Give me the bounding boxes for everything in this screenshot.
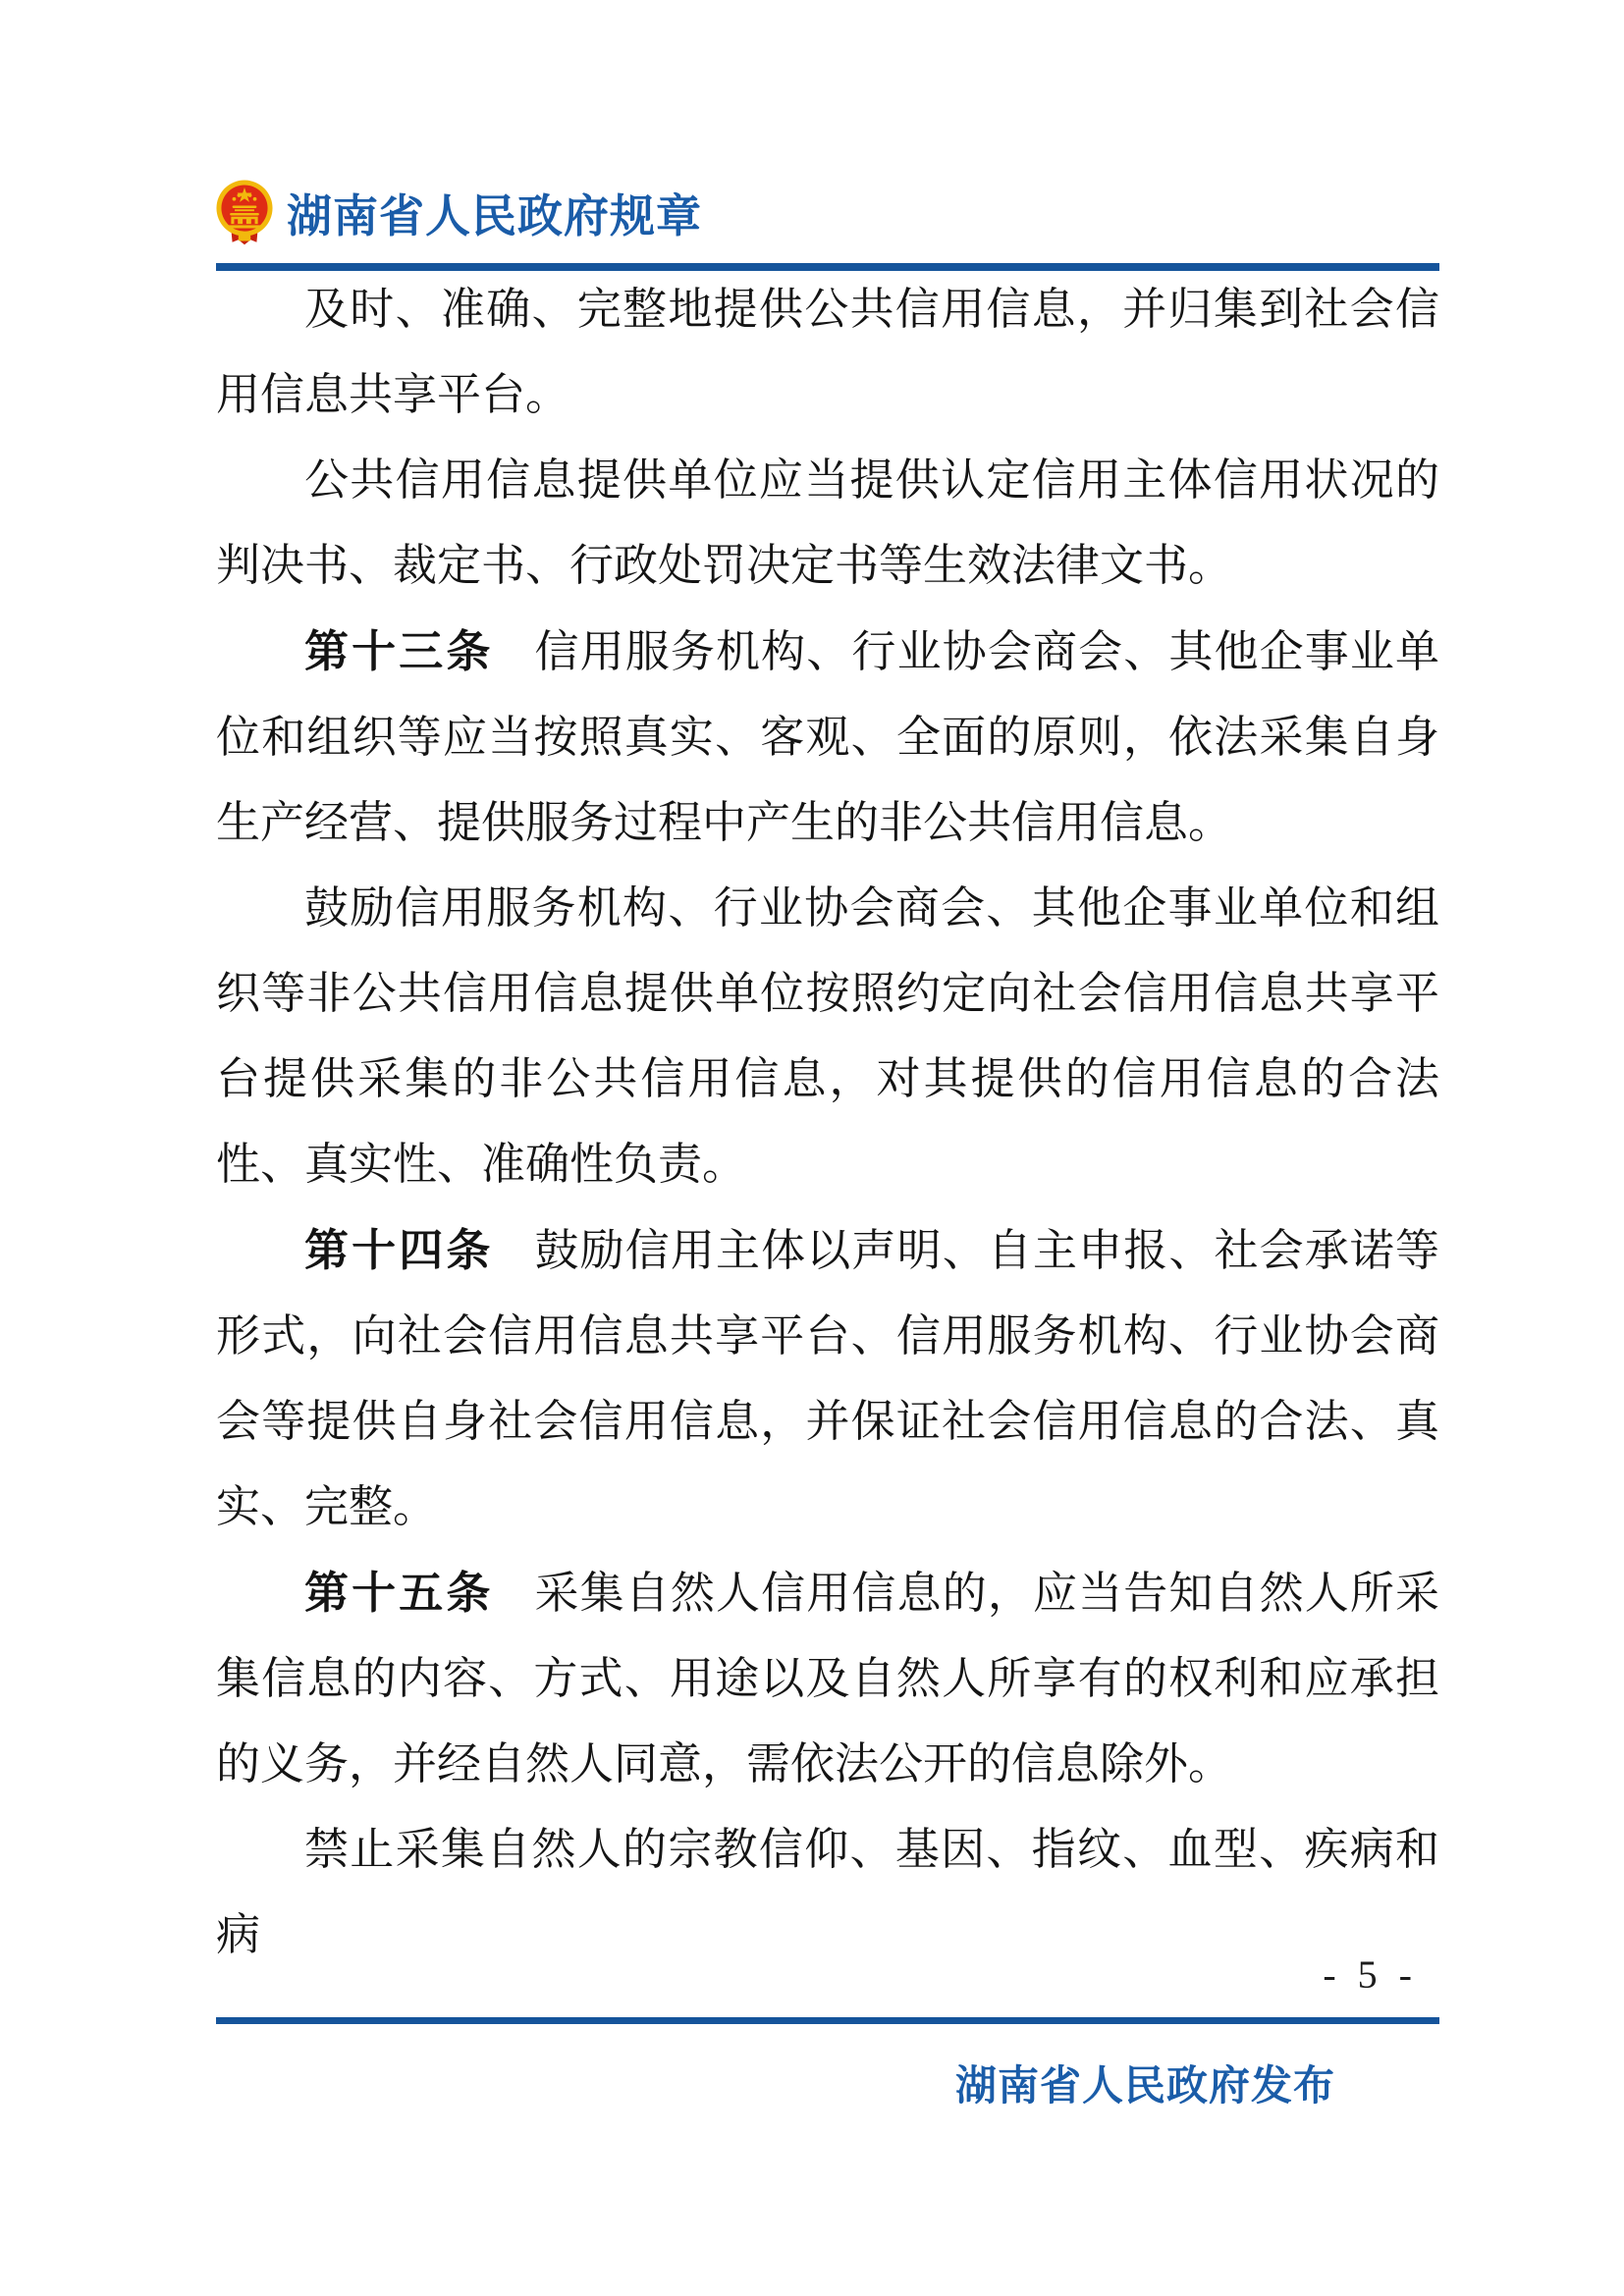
publisher-line: 湖南省人民政府发布 — [954, 2064, 1335, 2109]
national-emblem-icon — [214, 179, 275, 247]
paragraph-text: 鼓励信用主体以声明、自主申报、社会承诺等形式，向社会信用信息共享平台、信用服务机构、行业协会商会等提供自身社会信用信息，并保证社会信用信息的合法、真实、完整。 — [216, 1226, 1439, 1531]
page-title: 湖南省人民政府规章 — [287, 191, 702, 241]
paragraph-text: 公共信用信息提供单位应当提供认定信用主体信用状况的判决书、裁定书、行政处罚决定书等生效法律文书。 — [216, 455, 1439, 590]
paragraph-text: 采集自然人信用信息的，应当告知自然人所采集信息的内容、方式、用途以及自然人所享有的权利和应承担的义务，并经自然人同意，需依法公开的信息除外。 — [216, 1569, 1439, 1789]
paragraph-text: 鼓励信用服务机构、行业协会商会、其他企事业单位和组织等非公共信用信息提供单位按照约定向社会信用信息共享平台提供采集的非公共信用信息，对其提供的信用信息的合法性、真实性、准确性负责。 — [216, 883, 1439, 1189]
body-paragraph — [216, 609, 1439, 866]
document-header — [214, 178, 702, 248]
paragraph-text: 及时、准确、完整地提供公共信用信息，并归集到社会信用信息共享平台。 — [216, 285, 1439, 419]
document-body — [216, 267, 1439, 1978]
paragraph-text: 禁止采集自然人的宗教信仰、基因、指纹、血型、疾病和病 — [216, 1825, 1439, 1959]
article-number: 第十三条 — [304, 626, 494, 676]
article-number: 第十四条 — [304, 1225, 494, 1275]
footer-divider — [216, 2017, 1439, 2024]
body-paragraph — [216, 866, 1439, 1207]
paragraph-text: 信用服务机构、行业协会商会、其他企事业单位和组织等应当按照真实、客观、全面的原则，依法采集自身生产经营、提供服务过程中产生的非公共信用信息。 — [216, 627, 1439, 847]
body-paragraph — [216, 438, 1439, 609]
page-number: - 5 - — [1323, 1952, 1418, 1997]
body-paragraph — [216, 1550, 1439, 1807]
body-paragraph — [216, 267, 1439, 438]
article-number: 第十五条 — [304, 1568, 494, 1618]
body-paragraph — [216, 1207, 1439, 1550]
